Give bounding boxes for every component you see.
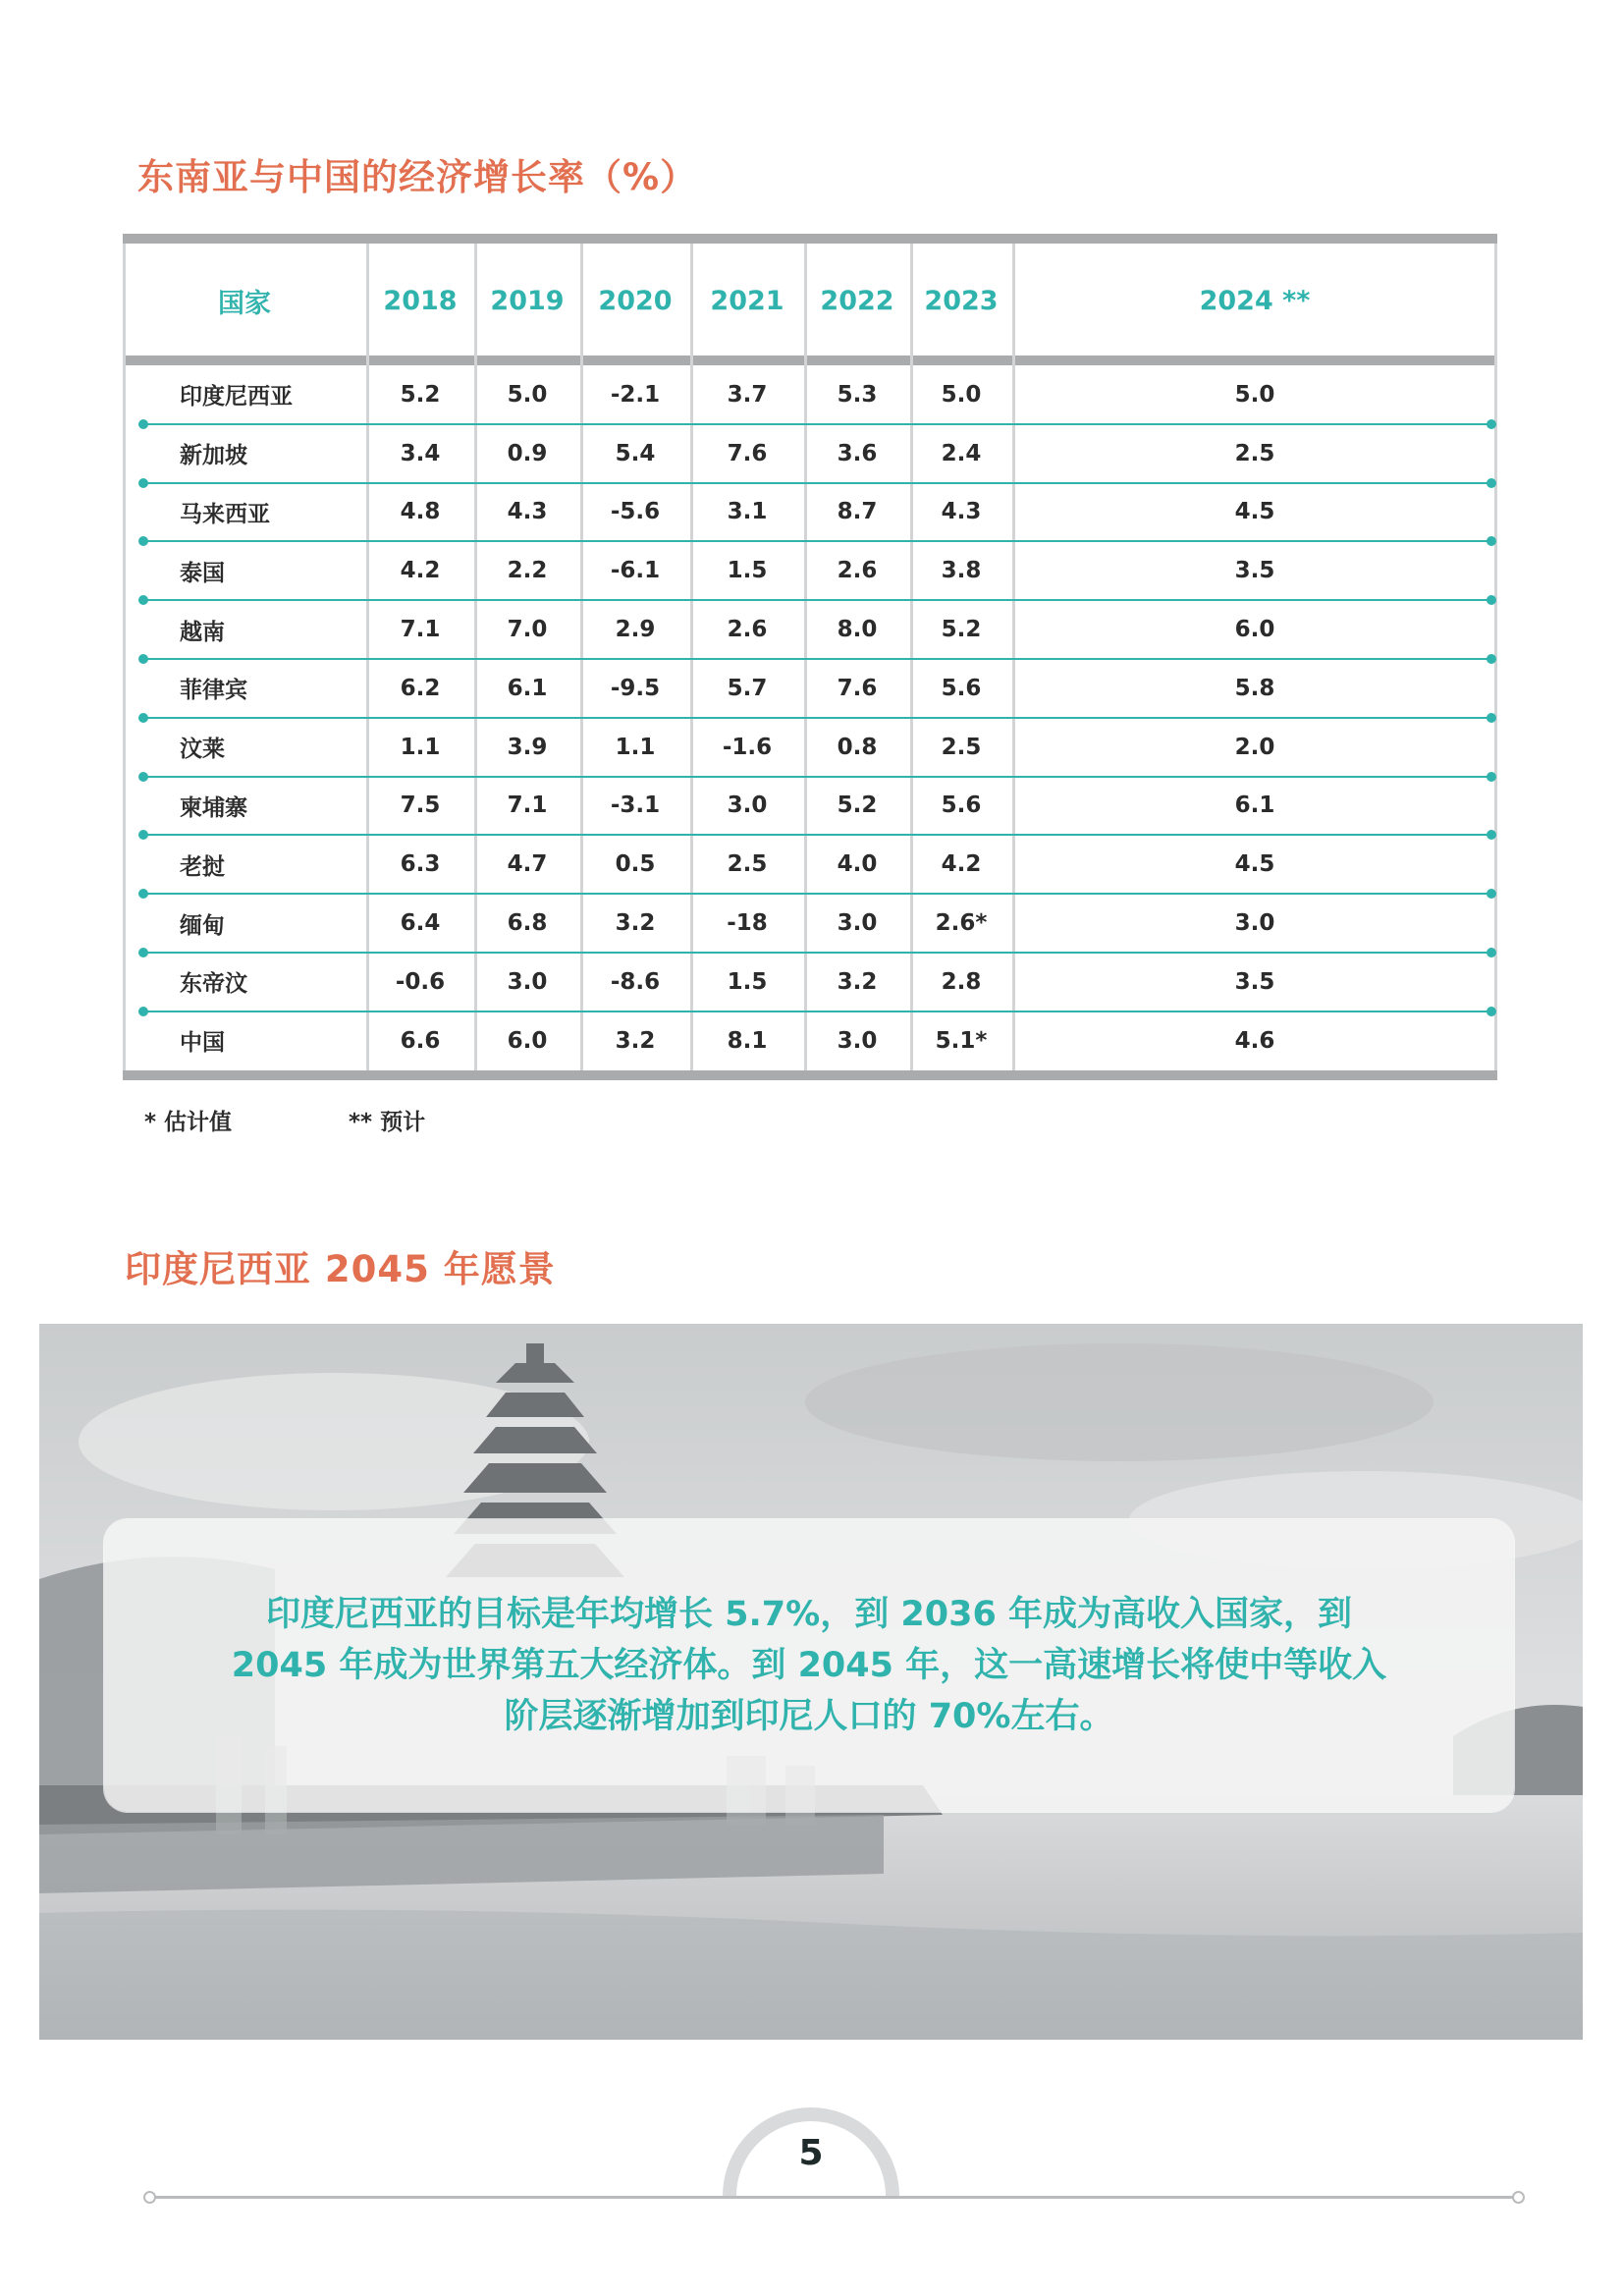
- table-value-cell: 8.7: [837, 499, 878, 525]
- table-header-cell: 2020: [598, 285, 673, 316]
- table-value-cell: 5.3: [837, 381, 878, 408]
- table-value-cell: -3.1: [610, 793, 661, 819]
- table-value-cell: 5.1*: [935, 1027, 988, 1054]
- table-country-cell: 越南: [180, 619, 225, 645]
- table-value-cell: 5.2: [941, 617, 982, 643]
- table-value-cell: 3.0: [837, 910, 878, 937]
- table-value-cell: -1.6: [722, 734, 773, 760]
- table-value-cell: 4.5: [1234, 499, 1275, 525]
- table-value-cell: 5.4: [615, 440, 656, 466]
- table-value-cell: 6.8: [507, 910, 548, 937]
- table-value-cell: 7.1: [507, 793, 548, 819]
- table-value-cell: -8.6: [610, 968, 661, 995]
- table-country-cell: 印度尼西亚: [180, 384, 293, 410]
- table-value-cell: 1.1: [400, 734, 441, 760]
- table-value-cell: 3.2: [615, 910, 656, 937]
- table-value-cell: 7.0: [507, 617, 548, 643]
- table-value-cell: 5.6: [941, 675, 982, 701]
- table-value-cell: 6.2: [400, 675, 441, 701]
- table-value-cell: 5.2: [837, 793, 878, 819]
- table-value-cell: 3.0: [837, 1027, 878, 1054]
- table-value-cell: 3.0: [727, 793, 768, 819]
- table-value-cell: 1.5: [727, 558, 768, 584]
- table-value-cell: 8.0: [837, 617, 878, 643]
- table-header-cell: 2019: [490, 285, 565, 316]
- table-value-cell: 3.5: [1234, 558, 1275, 584]
- table-value-cell: 5.0: [1234, 381, 1275, 408]
- table-header-rule: [123, 355, 1497, 365]
- table-value-cell: 5.8: [1234, 675, 1275, 701]
- table-value-cell: 2.4: [941, 440, 982, 466]
- table-value-cell: 2.8: [941, 968, 982, 995]
- table-country-cell: 泰国: [180, 560, 225, 586]
- table-country-cell: 缅甸: [180, 912, 225, 939]
- table-value-cell: 3.8: [941, 558, 982, 584]
- table-value-cell: 3.6: [837, 440, 878, 466]
- table-value-cell: 0.9: [507, 440, 548, 466]
- table-value-cell: 2.5: [1234, 440, 1275, 466]
- table-value-cell: 5.7: [727, 675, 768, 701]
- table-value-cell: 2.6: [727, 617, 768, 643]
- table-value-cell: 3.1: [727, 499, 768, 525]
- page-number: 5: [798, 2133, 824, 2173]
- table-value-cell: 1.1: [615, 734, 656, 760]
- table-value-cell: 7.5: [400, 793, 441, 819]
- table-value-cell: 3.9: [507, 734, 548, 760]
- table-value-cell: 5.6: [941, 793, 982, 819]
- table-value-cell: -2.1: [610, 381, 661, 408]
- table-header-cell: 2021: [710, 285, 784, 316]
- table-header-cell: 2024 **: [1199, 285, 1311, 316]
- table-value-cell: 4.2: [941, 851, 982, 878]
- footer-rule: [149, 2196, 1519, 2199]
- vision-quote-box: [104, 1519, 1514, 1812]
- table-value-cell: 2.2: [507, 558, 548, 584]
- table-value-cell: 2.0: [1234, 734, 1275, 760]
- table-section-title: 东南亚与中国的经济增长率（%）: [137, 156, 698, 198]
- growth-rate-table: [123, 234, 1497, 1080]
- table-value-cell: 4.5: [1234, 851, 1275, 878]
- table-value-cell: 5.0: [941, 381, 982, 408]
- table-header-cell: 国家: [218, 288, 271, 319]
- table-value-cell: 6.3: [400, 851, 441, 878]
- table-value-cell: 6.0: [1234, 617, 1275, 643]
- table-country-cell: 汶莱: [180, 737, 225, 763]
- table-country-cell: 新加坡: [180, 443, 247, 469]
- table-value-cell: 2.6*: [935, 910, 988, 937]
- table-value-cell: -0.6: [395, 968, 446, 995]
- table-value-cell: 3.0: [1234, 910, 1275, 937]
- table-country-cell: 中国: [180, 1030, 225, 1057]
- table-header-cell: 2018: [383, 285, 458, 316]
- table-value-cell: 1.5: [727, 968, 768, 995]
- note-estimate: * 估计值: [144, 1110, 233, 1135]
- table-value-cell: 3.2: [837, 968, 878, 995]
- table-value-cell: 4.2: [400, 558, 441, 584]
- table-country-cell: 菲律宾: [180, 678, 247, 704]
- table-bottom-rule: [123, 1070, 1497, 1080]
- table-value-cell: 2.5: [941, 734, 982, 760]
- table-value-cell: 4.7: [507, 851, 548, 878]
- table-value-cell: 4.3: [507, 499, 548, 525]
- vision-section-title: 印度尼西亚 2045 年愿景: [125, 1248, 556, 1290]
- table-value-cell: 3.5: [1234, 968, 1275, 995]
- table-value-cell: -5.6: [610, 499, 661, 525]
- table-value-cell: 4.8: [400, 499, 441, 525]
- table-value-cell: 5.0: [507, 381, 548, 408]
- table-value-cell: 6.6: [400, 1027, 441, 1054]
- note-forecast: ** 预计: [349, 1110, 426, 1135]
- table-value-cell: 4.0: [837, 851, 878, 878]
- table-value-cell: 6.0: [507, 1027, 548, 1054]
- table-country-cell: 马来西亚: [180, 501, 270, 527]
- table-value-cell: 3.7: [727, 381, 768, 408]
- table-value-cell: 3.0: [507, 968, 548, 995]
- table-value-cell: 5.2: [400, 381, 441, 408]
- table-value-cell: 6.1: [507, 675, 548, 701]
- vision-quote-text: 印度尼西亚的目标是年均增长 5.7%，到 2036 年成为高收入国家，到 2045 年成为世界第五大经济体。到 2045 年，这一高速增长将使中等收入阶层逐渐增加到印尼人口的 70%左右。: [231, 1595, 1387, 1736]
- table-value-cell: 3.4: [400, 440, 441, 466]
- table-header-cell: 2022: [820, 285, 894, 316]
- table-value-cell: -6.1: [610, 558, 661, 584]
- table-value-cell: 0.8: [837, 734, 878, 760]
- table-country-cell: 柬埔寨: [180, 794, 247, 821]
- table-value-cell: 8.1: [727, 1027, 768, 1054]
- table-country-cell: 老挝: [180, 853, 225, 880]
- table-country-cell: 东帝汶: [180, 971, 247, 998]
- table-value-cell: 0.5: [615, 851, 656, 878]
- table-value-cell: 7.6: [727, 440, 768, 466]
- table-value-cell: 3.2: [615, 1027, 656, 1054]
- table-value-cell: 7.6: [837, 675, 878, 701]
- table-value-cell: 6.4: [400, 910, 441, 937]
- table-value-cell: -18: [727, 910, 768, 937]
- table-value-cell: 6.1: [1234, 793, 1275, 819]
- table-value-cell: 2.9: [615, 617, 656, 643]
- table-value-cell: 4.3: [941, 499, 982, 525]
- table-value-cell: 2.5: [727, 851, 768, 878]
- table-value-cell: 4.6: [1234, 1027, 1275, 1054]
- table-value-cell: -9.5: [610, 675, 661, 701]
- table-value-cell: 2.6: [837, 558, 878, 584]
- table-value-cell: 7.1: [400, 617, 441, 643]
- table-header-cell: 2023: [924, 285, 999, 316]
- table-top-rule: [123, 234, 1497, 244]
